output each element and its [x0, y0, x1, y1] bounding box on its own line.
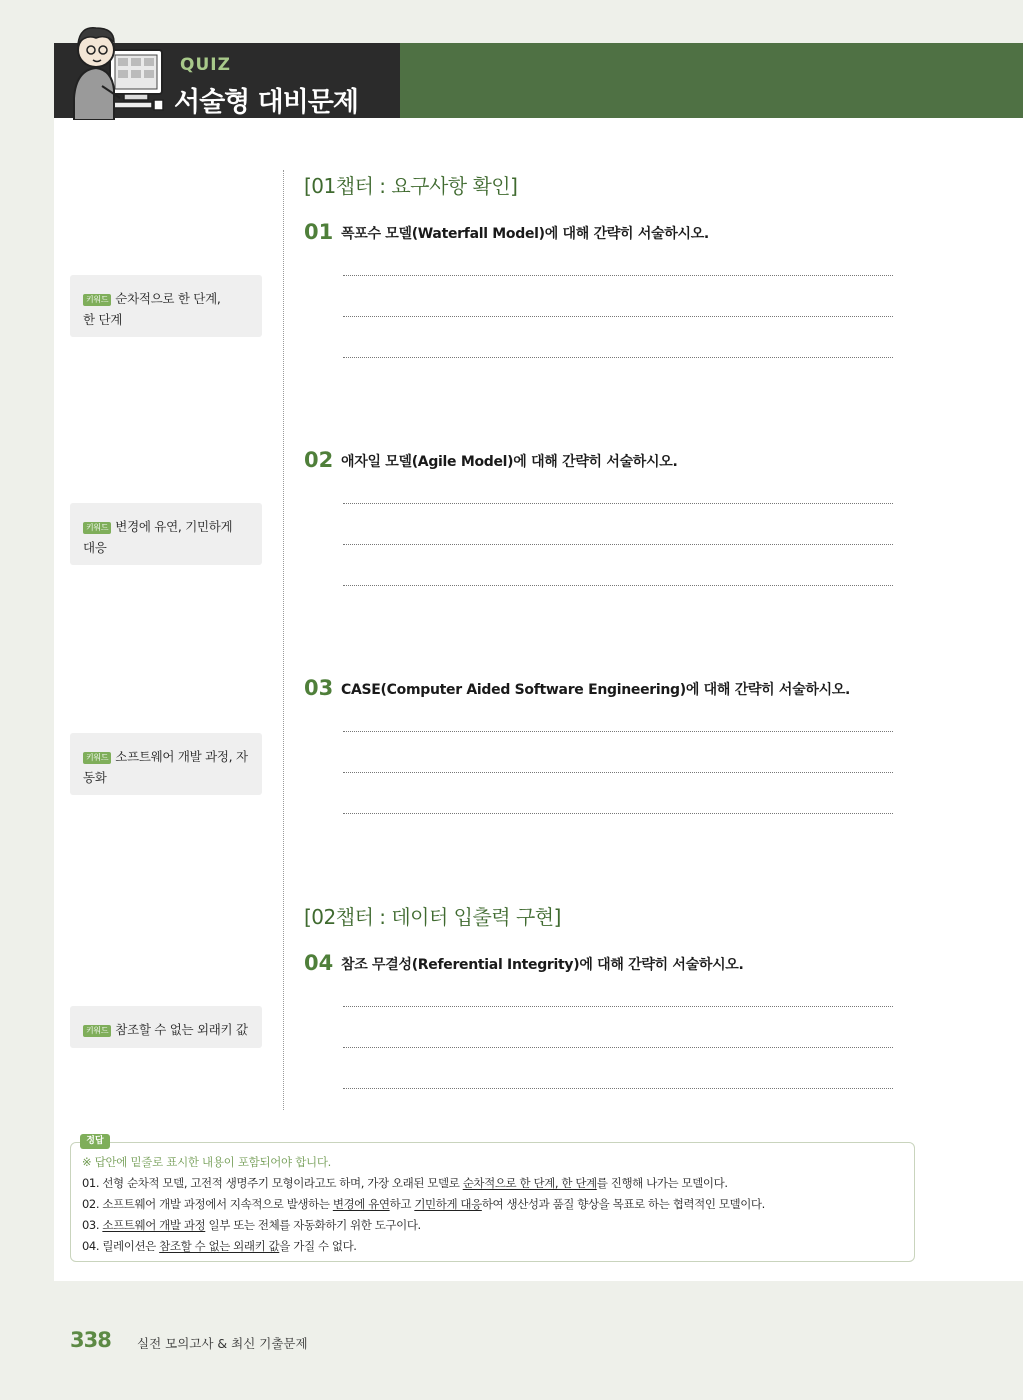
question-text-02: 애자일 모델(Agile Model)에 대해 간략히 서술하시오. [341, 454, 678, 470]
keyword-badge: 키워드 [83, 294, 111, 306]
footer-book-title: 실전 모의고사 & 최신 기출문제 [137, 1336, 308, 1351]
chapter-title-01: [01챕터 : 요구사항 확인] [304, 174, 518, 198]
answer-line [343, 585, 893, 586]
quiz-label: QUIZ [180, 55, 231, 75]
keyword-text: 소프트웨어 개발 과정, 자 [115, 749, 248, 764]
keyword-text: 변경에 유연, 기민하게 [115, 519, 233, 534]
underlined-keyword: 순차적으로 한 단계, 한 단계 [462, 1176, 597, 1190]
answer-line-01: 01. 선형 순차적 모델, 고전적 생명주기 모형이라고도 하며, 가장 오래된 모델로 순차적으로 한 단계, 한 단계를 진행해 나가는 모델이다. [82, 1176, 728, 1190]
question-text-03: CASE(Computer Aided Software Engineering)에 대해 간략히 서술하시오. [341, 682, 851, 698]
header-banner-green [400, 43, 1023, 118]
answer-line [343, 731, 893, 732]
underlined-keyword: 참조할 수 없는 외래키 값 [159, 1239, 280, 1253]
page-title: 서술형 대비문제 [174, 87, 358, 118]
answer-line [343, 1088, 893, 1089]
answer-line [343, 1047, 893, 1048]
student-at-computer-illustration [62, 20, 172, 120]
keyword-text: 대응 [83, 540, 107, 555]
keyword-text: 한 단계 [83, 312, 122, 327]
question-number-04: 04 [304, 951, 334, 975]
chapter-title-02: [02챕터 : 데이터 입출력 구현] [304, 905, 561, 929]
answer-line [343, 357, 893, 358]
answer-tab: 정답 [80, 1134, 110, 1149]
answer-line [343, 275, 893, 276]
answer-line [343, 813, 893, 814]
answer-line-03: 03. 소프트웨어 개발 과정 일부 또는 전체를 자동화하기 위한 도구이다. [82, 1218, 421, 1232]
question-number-03: 03 [304, 676, 334, 700]
page-number: 338 [70, 1328, 111, 1352]
underlined-keyword: 변경에 유연 [332, 1197, 390, 1211]
answer-note: ※ 답안에 밑줄로 표시한 내용이 포함되어야 합니다. [82, 1155, 332, 1169]
keyword-box-02 [70, 503, 262, 565]
answer-line-04: 04. 릴레이션은 참조할 수 없는 외래키 값을 가질 수 없다. [82, 1239, 357, 1253]
keyword-text: 순차적으로 한 단계, [115, 291, 221, 306]
keyword-box-01 [70, 275, 262, 337]
keyword-badge: 키워드 [83, 752, 111, 764]
keyword-badge: 키워드 [83, 1025, 111, 1037]
answer-line [343, 772, 893, 773]
keyword-text: 참조할 수 없는 외래키 값 [115, 1022, 248, 1037]
answer-line [343, 544, 893, 545]
question-number-02: 02 [304, 448, 334, 472]
keyword-box-03 [70, 733, 262, 795]
underlined-keyword: 소프트웨어 개발 과정 [102, 1218, 206, 1232]
column-divider [283, 170, 284, 1110]
answer-line [343, 316, 893, 317]
keyword-box-04 [70, 1006, 262, 1048]
keyword-badge: 키워드 [83, 522, 111, 534]
answer-line-02: 02. 소프트웨어 개발 과정에서 지속적으로 발생하는 변경에 유연하고 기민하게 대응하여 생산성과 품질 향상을 목표로 하는 협력적인 모델이다. [82, 1197, 765, 1211]
question-number-01: 01 [304, 220, 334, 244]
question-text-01: 폭포수 모델(Waterfall Model)에 대해 간략히 서술하시오. [341, 226, 709, 242]
answer-line [343, 1006, 893, 1007]
keyword-text: 동화 [83, 770, 107, 785]
question-text-04: 참조 무결성(Referential Integrity)에 대해 간략히 서술하시오. [341, 957, 744, 973]
answer-line [343, 503, 893, 504]
underlined-keyword: 기민하게 대응 [414, 1197, 482, 1211]
